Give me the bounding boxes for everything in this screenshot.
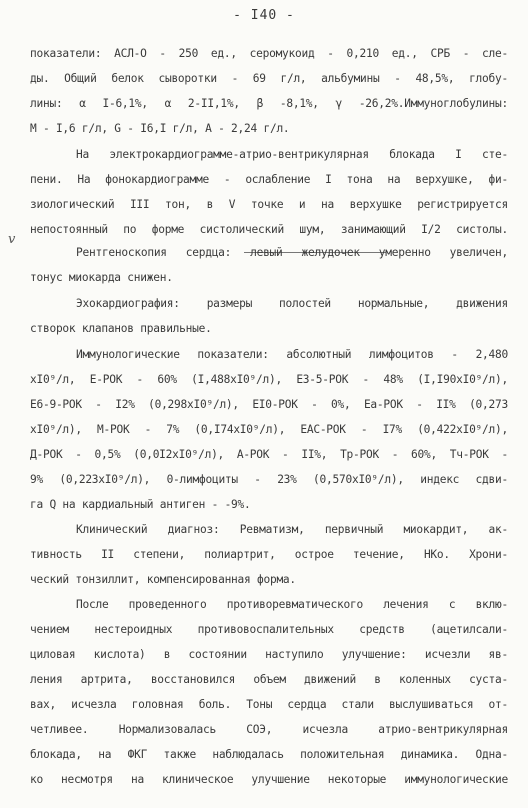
text-line: га Q на кардиальный антиген - -9%. [30, 498, 251, 511]
text-line: М - I,6 г/л, G - I6,I г/л, А - 2,24 г/л. [30, 122, 290, 135]
text-line: ды. Общий белок сыворотки - 69 г/л, альбумины - 48,5%, глобу- [30, 72, 508, 85]
text-line: вах, исчезла головная боль. Тоны сердца стали выслушиваться от- [30, 698, 508, 711]
text-line: показатели: АСЛ-О - 250 ед., серомукоид - 0,210 ед., СРБ - сле- [30, 47, 508, 60]
text-line: лины: α I-6,1%, α 2-II,1%, β -8,1%, γ -26,2%.Иммуноглобулины: [30, 97, 508, 110]
text-line: чением нестероидных противовоспалительных средств (ацетилсали- [30, 623, 508, 636]
text-line: тивность II степени, полиартрит, острое течение, НКо. Хрони- [30, 548, 508, 561]
text-line: Иммунологические показатели: абсолютный лимфоцитов - 2,480 [76, 348, 508, 361]
text-line: пени. На фонокардиограмме - ослабление I тона на верхушке, фи- [30, 173, 508, 186]
text-line: тонус миокарда снижен. [30, 271, 173, 284]
text-line: Рентгеноскопия сердца: левый желудочек умеренно увеличен, [76, 246, 508, 259]
text-line: циловая кислота) в состоянии наступило улучшение: исчезли яв- [30, 648, 508, 661]
text-line: Эхокардиография: размеры полостей нормальные, движения [76, 297, 508, 310]
text-line: xI0⁹/л), М-РОК - 7% (0,I74xI0⁹/л), ЕАС-РОК - I7% (0,422xI0⁹/л), [30, 423, 508, 436]
text-line: ческий тонзиллит, компенсированная форма. [30, 573, 296, 586]
text-line: Клинический диагноз: Ревматизм, первичный миокардит, ак- [76, 523, 508, 536]
page-number: - I40 - [233, 8, 295, 23]
text-line: створок клапанов правильные. [30, 322, 212, 335]
text-line: На электрокардиограмме-атрио-вентрикулярная блокада I сте- [76, 148, 508, 161]
text-line: ко несмотря на клиническое улучшение некоторые иммунологические [30, 773, 508, 786]
text-line: непостоянный по форме систолический шум, занимающий I/2 систолы. [30, 223, 508, 236]
margin-mark: v [8, 232, 16, 247]
text-line: ления артрита, восстановился объем движений в коленных суста- [30, 673, 508, 686]
text-line: Д-РОК - 0,5% (0,0I2xI0⁹/л), А-РОК - II%, Тр-РОК - 60%, Тч-РОК - [30, 448, 508, 461]
text-line: xI0⁹/л, Е-РОК - 60% (I,488xI0⁹/л), Е3-5-РОК - 48% (I,I90xI0⁹/л), [30, 373, 508, 386]
text-line: блокада, на ФКГ также наблюдалась положительная динамика. Одна- [30, 748, 508, 761]
text-line: 9% (0,223xI0⁹/л), 0-лимфоциты - 23% (0,570xI0⁹/л), индекс сдви- [30, 473, 508, 486]
text-line: После проведенного противоревматического лечения с вклю- [76, 598, 508, 611]
text-line: четливее. Нормализовалась СОЭ, исчезла атрио-вентрикулярная [30, 723, 508, 736]
text-line: зиологический III тон, в V точке и на верхушке регистрируется [30, 198, 508, 211]
text-line: Е6-9-РОК - I2% (0,298xI0⁹/л), ЕI0-РОК - 0%, Еа-РОК - II% (0,273 [30, 398, 508, 411]
